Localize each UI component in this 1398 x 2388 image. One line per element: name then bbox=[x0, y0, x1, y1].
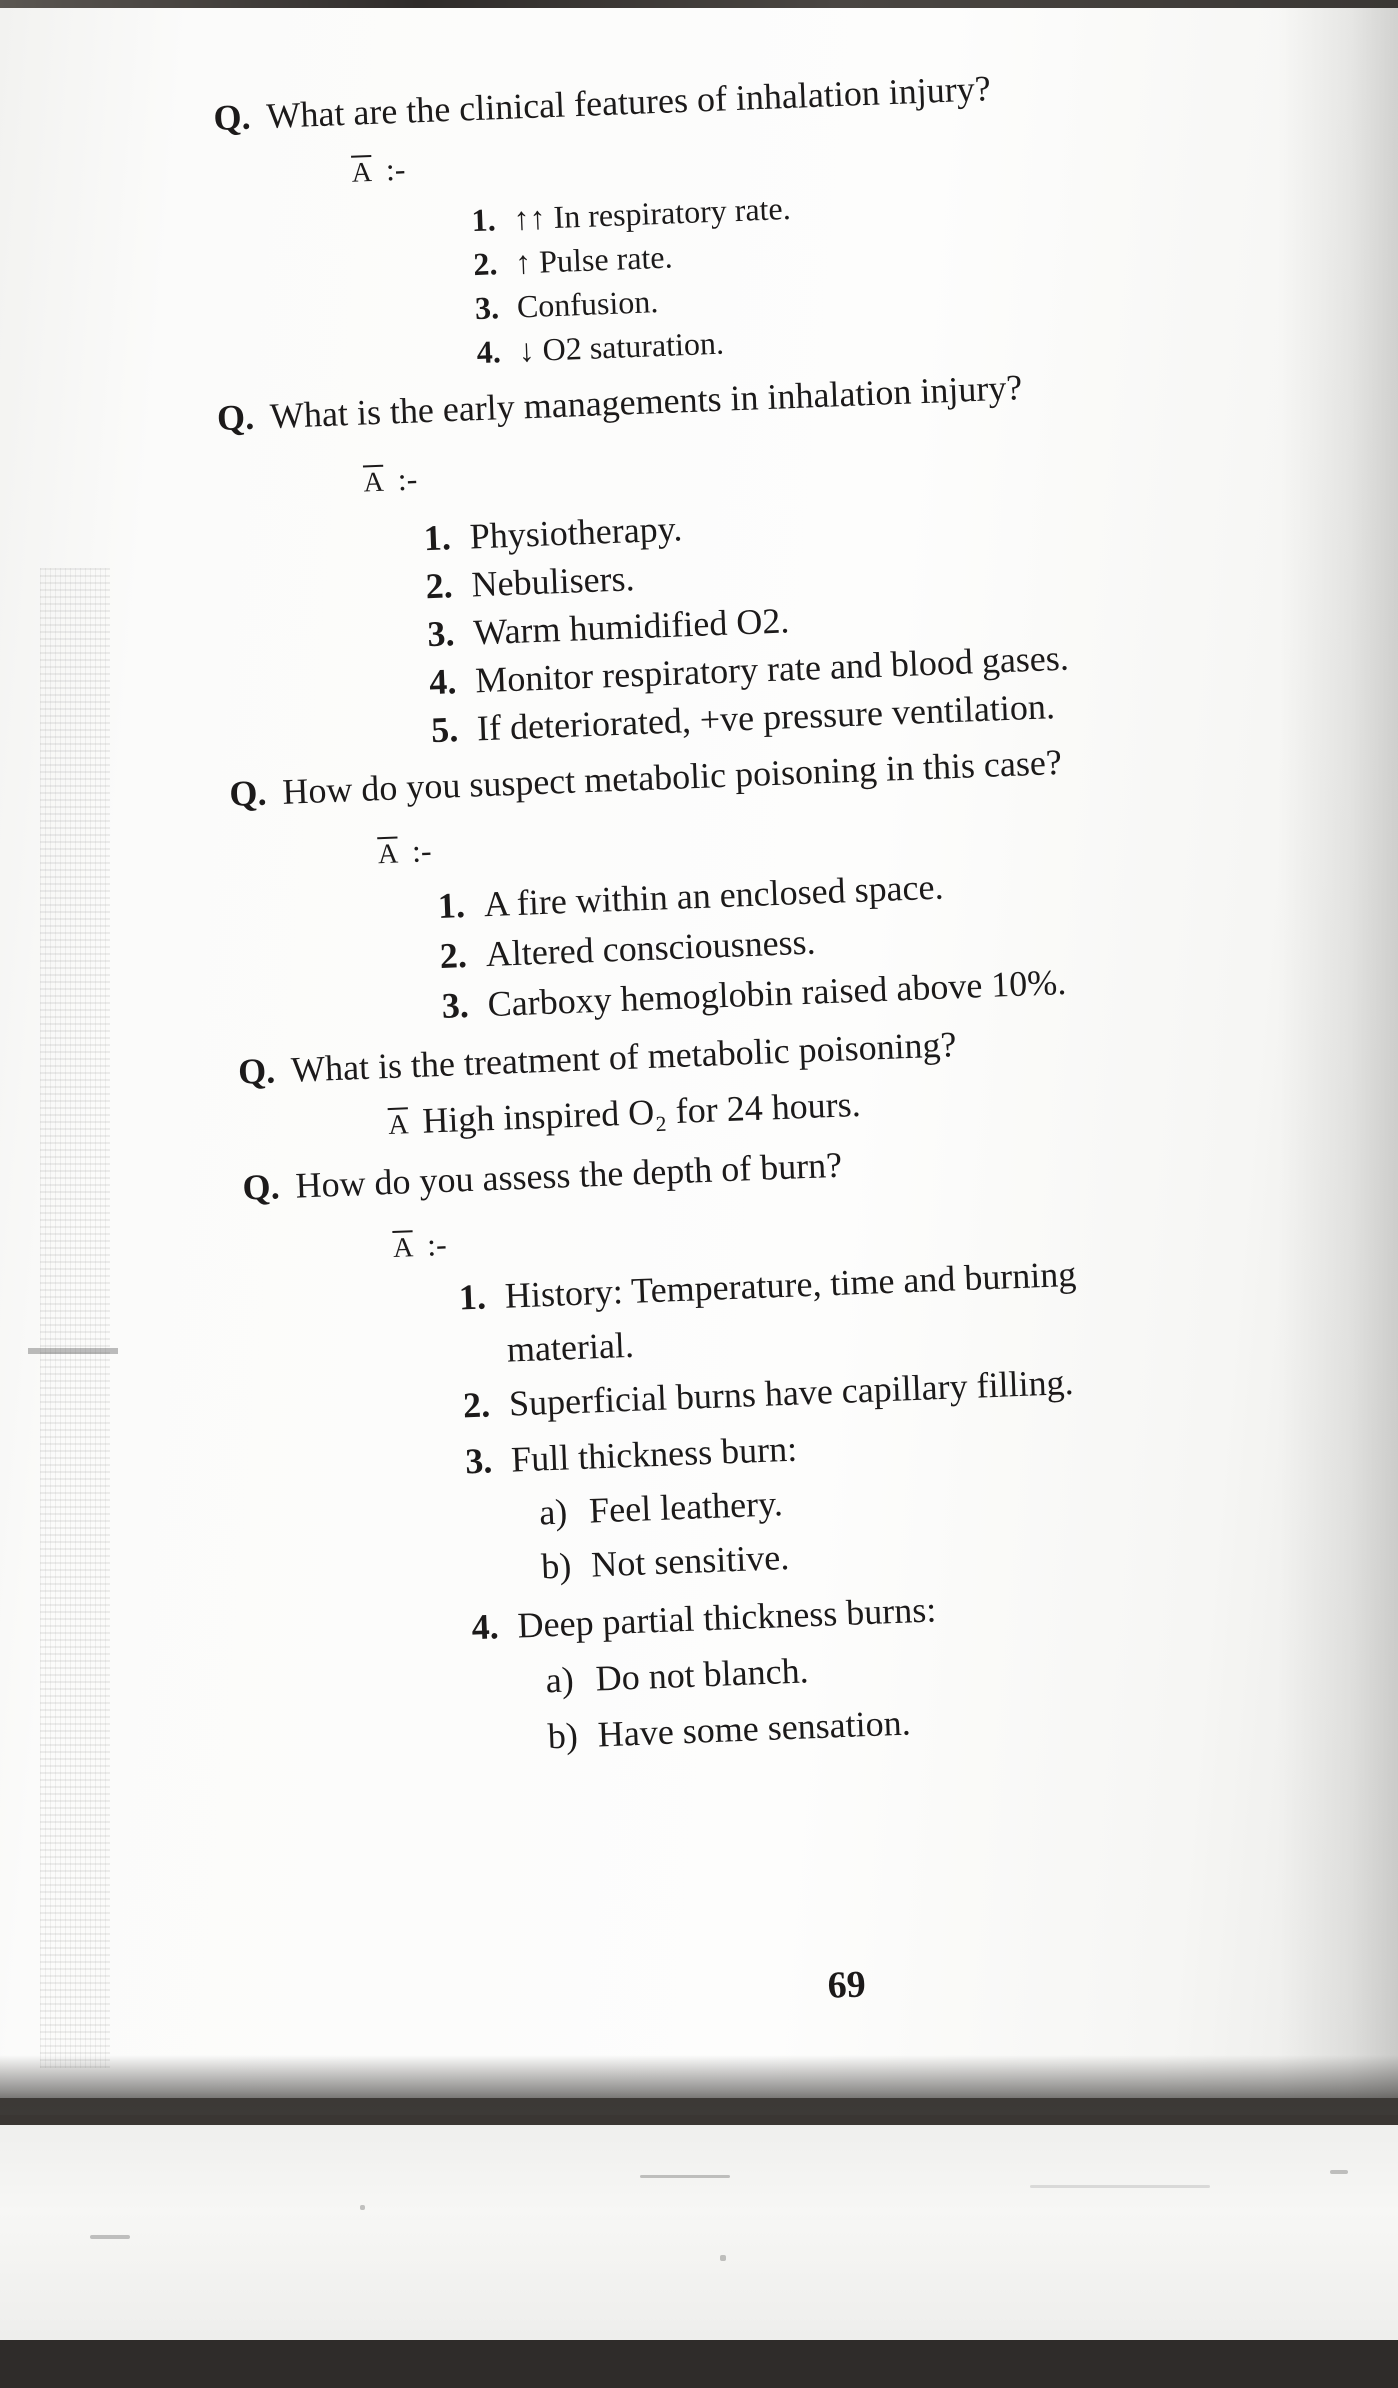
list-item: 2. Nebulisers. bbox=[424, 558, 636, 607]
list-item-continuation: material. bbox=[506, 1324, 635, 1370]
list-item: 3. Confusion. bbox=[474, 283, 659, 327]
page-bottom-shadow bbox=[0, 2055, 1398, 2115]
sub-item: a) Feel leathery. bbox=[538, 1483, 784, 1533]
list-item: 1. Physiotherapy. bbox=[422, 508, 683, 559]
list-item: 4. Deep partial thickness burns: bbox=[470, 1589, 937, 1648]
answer-4 bbox=[387, 1082, 861, 1148]
list-item: 2. ↑ Pulse rate. bbox=[472, 238, 674, 283]
answer-symbol: $\overline{A}$ bbox=[363, 466, 385, 499]
answer-prefix: :- bbox=[426, 1225, 448, 1263]
answer-4-text: High inspired O₂ for 24 hours. bbox=[421, 1083, 862, 1141]
question-3-text: How do you suspect metabolic poisoning in this case? bbox=[281, 741, 1063, 812]
paper-speck bbox=[1330, 2170, 1348, 2174]
question-3 bbox=[229, 740, 1063, 816]
answer-2-marker bbox=[363, 458, 418, 503]
answer-symbol: $\overline{A}$ bbox=[351, 156, 373, 189]
question-marker: Q. bbox=[241, 1166, 281, 1208]
list-item: 2. Altered consciousness. bbox=[439, 921, 817, 976]
paper-speck bbox=[720, 2255, 726, 2261]
list-item: 5. If deteriorated, +ve pressure ventilation. bbox=[430, 686, 1056, 751]
answer-symbol: $\overline{A}$ bbox=[387, 1109, 410, 1142]
question-4-text: What is the treatment of metabolic poisoning? bbox=[290, 1024, 958, 1090]
answer-prefix: :- bbox=[411, 832, 433, 869]
question-marker: Q. bbox=[212, 96, 252, 139]
list-item: 3. Warm humidified O2. bbox=[426, 600, 790, 655]
question-1 bbox=[213, 66, 992, 140]
answer-prefix: :- bbox=[385, 150, 407, 188]
question-marker: Q. bbox=[216, 396, 255, 439]
answer-prefix: :- bbox=[397, 460, 418, 498]
bottom-dark-edge bbox=[0, 2340, 1398, 2388]
paper-speck bbox=[90, 2235, 130, 2239]
paper-speck bbox=[1030, 2185, 1210, 2188]
paper-speck bbox=[360, 2205, 365, 2210]
list-item: 1. A fire within an enclosed space. bbox=[437, 866, 945, 926]
sub-item: a) Do not blanch. bbox=[544, 1650, 810, 1701]
answer-symbol: $\overline{A}$ bbox=[377, 838, 399, 871]
paper-speck bbox=[640, 2175, 730, 2178]
question-1-text: What are the clinical features of inhalation injury? bbox=[265, 68, 992, 136]
answer-1-marker bbox=[351, 149, 406, 194]
question-5 bbox=[242, 1143, 843, 1210]
question-5-text: How do you assess the depth of burn? bbox=[294, 1144, 843, 1206]
book-page bbox=[0, 8, 1398, 2098]
list-item: 4. ↓ O2 saturation. bbox=[475, 324, 725, 371]
sub-item: b) Not sensitive. bbox=[540, 1536, 790, 1587]
list-item: 3. Carboxy hemoglobin raised above 10%. bbox=[440, 961, 1067, 1026]
next-page-edge bbox=[0, 2125, 1398, 2340]
list-item: 3. Full thickness burn: bbox=[464, 1428, 798, 1482]
list-item: 1. ↑↑ In respiratory rate. bbox=[470, 189, 792, 239]
sub-item: b) Have some sensation. bbox=[547, 1702, 912, 1757]
question-2-text: What is the early managements in inhalation injury? bbox=[269, 367, 1023, 437]
question-marker: Q. bbox=[237, 1050, 276, 1092]
answer-5-marker bbox=[392, 1224, 447, 1269]
question-marker: Q. bbox=[228, 772, 268, 814]
page-number: 69 bbox=[826, 1963, 867, 2007]
list-item: 4. Monitor respiratory rate and blood gases. bbox=[428, 637, 1070, 703]
answer-3-marker bbox=[377, 830, 432, 875]
answer-symbol: $\overline{A}$ bbox=[392, 1232, 414, 1264]
list-item: 1. History: Temperature, time and burning bbox=[458, 1253, 1077, 1318]
page-content bbox=[0, 8, 1398, 2098]
list-item: 2. Superficial burns have capillary filling. bbox=[462, 1361, 1075, 1426]
question-2 bbox=[216, 365, 1023, 440]
